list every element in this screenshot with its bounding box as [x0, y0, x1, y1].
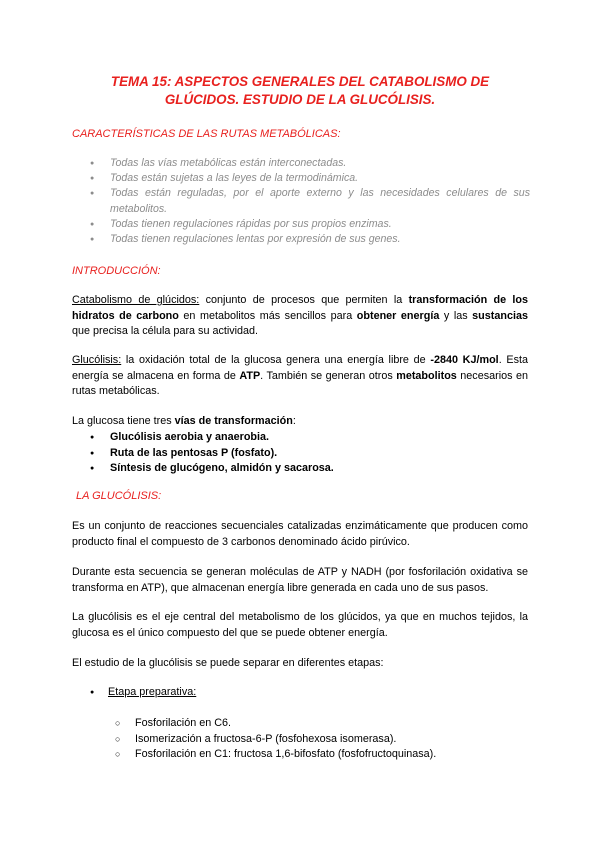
catabolism-paragraph: Catabolismo de glúcidos: conjunto de procesos que permiten la transformación de los hidratos de carbono en metabolitos más sencillos para obtener energía y las sustancias que precisa la célula para su actividad. [72, 294, 529, 338]
pathways-list [90, 430, 510, 477]
list-item: ○ Fosforilación en C6. [115, 716, 515, 732]
glycolysis-paragraph: Glucólisis: la oxidación total de la glucosa genera una energía libre de -2840 KJ/mol. Esta energía se almacena en forma de ATP. También se generan otros metabolitos necesarios en rutas metabólicas. [72, 354, 528, 398]
introduction-heading: INTRODUCCIÓN: [72, 265, 161, 277]
glycolysis-heading: LA GLUCÓLISIS: [76, 490, 162, 502]
stage-steps-list [115, 716, 515, 763]
page-title: TEMA 15: ASPECTOS GENERALES DEL CATABOLISMO DE GLÚCIDOS. ESTUDIO DE LA GLUCÓLISIS. [110, 74, 490, 107]
list-item: ● Glucólisis aerobia y anaerobia. [90, 430, 510, 446]
pathways-intro: La glucosa tiene tres vías de transformación: [72, 415, 296, 427]
glycolysis-p4: El estudio de la glucólisis se puede separar en diferentes etapas: [72, 657, 384, 669]
catabolism-term: Catabolismo de glúcidos: [72, 294, 200, 306]
list-item: ● Síntesis de glucógeno, almidón y sacarosa. [90, 461, 510, 477]
characteristics-heading: CARACTERÍSTICAS DE LAS RUTAS METABÓLICAS: [72, 128, 341, 140]
list-item: ● Todas están reguladas, por el aporte externo y las necesidades celulares de sus metabolitos. [90, 186, 530, 216]
stage-label: Etapa preparativa: [108, 686, 197, 698]
list-item: ● Todas están sujetas a las leyes de la termodinámica. [90, 171, 530, 186]
glycolysis-p2: Durante esta secuencia se generan moléculas de ATP y NADH (por fosforilación oxidativa se transforma en ATP), que almacenan energía libre generada en cada uno de sus pasos. [72, 566, 528, 594]
glycolysis-p3: La glucólisis es el eje central del metabolismo de los glúcidos, ya que en muchos tejidos, la glucosa es el único compuesto del que se puede obtener energía. [72, 611, 528, 639]
list-item: ● Todas las vías metabólicas están interconectadas. [90, 156, 530, 171]
glycolysis-p1: Es un conjunto de reacciones secuenciales catalizadas enzimáticamente que producen como producto final el compuesto de 3 carbonos denominado ácido pirúvico. [72, 520, 528, 548]
list-item: ○ Isomerización a fructosa-6-P (fosfohexosa isomerasa). [115, 732, 515, 748]
list-item: ● Ruta de las pentosas P (fosfato). [90, 446, 510, 462]
characteristics-list [90, 156, 530, 247]
bullet-icon: ● [90, 688, 95, 696]
list-item: ● Todas tienen regulaciones lentas por expresión de sus genes. [90, 232, 530, 247]
list-item: ○ Fosforilación en C1: fructosa 1,6-bifosfato (fosfofructoquinasa). [115, 747, 515, 763]
stage-item [90, 686, 196, 698]
glycolysis-term: Glucólisis: [72, 354, 122, 366]
list-item: ● Todas tienen regulaciones rápidas por sus propios enzimas. [90, 217, 530, 232]
